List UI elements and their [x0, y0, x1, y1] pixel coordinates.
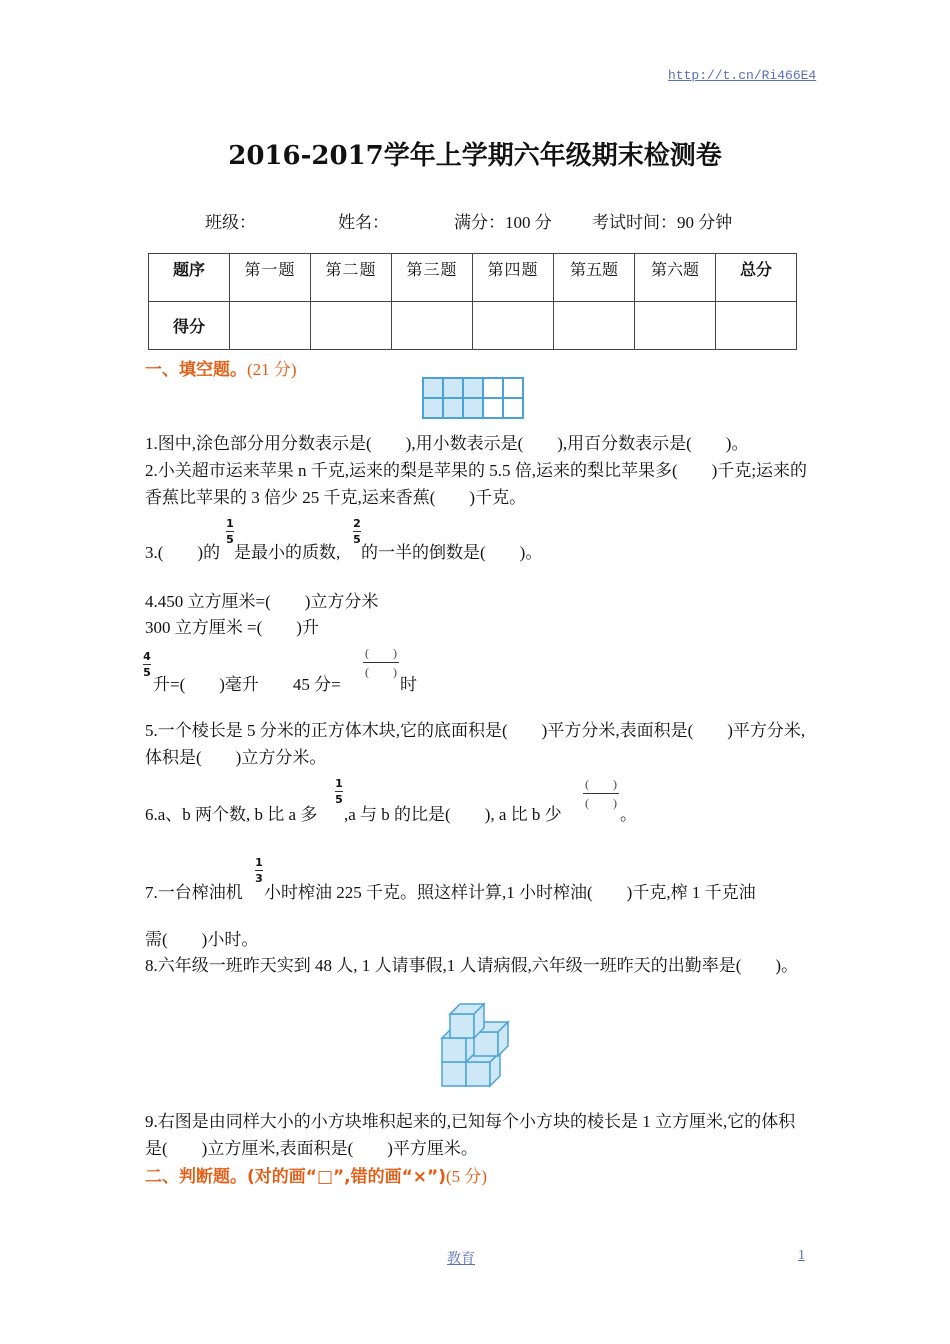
full-score: 满分：100 分	[454, 213, 552, 232]
score-table	[148, 253, 797, 350]
score-cell[interactable]	[635, 302, 716, 350]
question-2: 2.小关超市运来苹果 n 千克,运来的梨是苹果的 5.5 倍,运来的梨比苹果多( )千克;运来的香蕉比苹果的 3 倍少 25 千克,运来香蕉( )千克。	[145, 461, 808, 507]
fraction-numerator: 2	[353, 517, 361, 530]
question-6-c: 。	[620, 805, 637, 824]
question-3-b: 是最小的质数,	[234, 543, 341, 562]
section2-title: 二、判断题。(对的画“□”,错的画“×”)(5 分)	[145, 1167, 488, 1187]
question-3-a: 3.( )的	[145, 543, 221, 562]
score-cell[interactable]	[392, 302, 473, 350]
question-4-line3b: 时	[400, 675, 417, 694]
fraction-numerator: 1	[335, 777, 343, 790]
score-cell[interactable]	[716, 302, 797, 350]
section1-title: 一、填空题。(21 分)	[145, 360, 297, 380]
fraction-denominator: 3	[255, 872, 263, 885]
blank-fraction[interactable]	[583, 778, 619, 809]
page-number: 1	[798, 1248, 805, 1263]
cube-face	[442, 1062, 466, 1086]
blank-denominator[interactable]: ( )	[585, 796, 617, 810]
exam-time: 考试时间：90 分钟	[592, 213, 733, 232]
fraction-numerator: 4	[143, 650, 151, 663]
score-table-header-row	[149, 254, 797, 302]
score-header-cell: 第三题	[392, 254, 473, 302]
question-6-b: ,a 与 b 的比是( ), a 比 b 少	[344, 805, 562, 824]
header-link[interactable]: http://t.cn/Ri466E4	[668, 68, 817, 83]
question-3-c: 的一半的倒数是( )。	[361, 543, 543, 562]
fraction-bar	[143, 664, 151, 665]
score-cell[interactable]	[230, 302, 311, 350]
page-title: 2016-2017学年上学期六年级期末检测卷	[228, 141, 722, 171]
score-cell[interactable]	[473, 302, 554, 350]
fraction-bar	[255, 870, 263, 871]
fraction-bar	[353, 531, 361, 532]
question-7-a: 7.一台榨油机	[145, 883, 243, 902]
fraction-numerator: 1	[226, 517, 234, 530]
score-table-score-row	[149, 302, 797, 350]
fraction-numerator: 1	[255, 856, 263, 869]
score-header-cell: 第六题	[635, 254, 716, 302]
grid-cell	[443, 378, 463, 398]
class-label: 班级：	[205, 213, 256, 232]
question-4-line2: 300 立方厘米 =( )升	[145, 618, 319, 637]
score-header-cell: 第二题	[311, 254, 392, 302]
grid-cell	[443, 398, 463, 418]
blank-denominator[interactable]: ( )	[365, 665, 397, 679]
blank-numerator[interactable]: ( )	[585, 777, 617, 791]
score-header-cell: 第五题	[554, 254, 635, 302]
footer-text[interactable]: 教育	[447, 1252, 475, 1267]
fraction-bar	[226, 531, 234, 532]
grid-cell	[503, 378, 523, 398]
grid-cell	[423, 378, 443, 398]
score-header-cell: 总分	[716, 254, 797, 302]
grid-cell	[483, 398, 503, 418]
cube-face	[466, 1062, 490, 1086]
fraction-bar	[335, 791, 343, 792]
grid-cell	[483, 378, 503, 398]
shaded-grid-figure	[421, 376, 529, 422]
fraction-denominator: 5	[226, 533, 234, 546]
question-1: 1.图中,涂色部分用分数表示是( ),用小数表示是( ),用百分数表示是( )。	[145, 434, 749, 453]
blank-numerator[interactable]: ( )	[365, 646, 397, 660]
question-9: 9.右图是由同样大小的小方块堆积起来的,已知每个小方块的棱长是 1 立方厘米,它的体积是( )立方厘米,表面积是( )平方厘米。	[145, 1112, 796, 1158]
fraction-denominator: 5	[335, 793, 343, 806]
blank-fraction[interactable]	[363, 647, 399, 678]
score-header-cell: 第四题	[473, 254, 554, 302]
fraction-denominator: 5	[353, 533, 361, 546]
question-5: 5.一个棱长是 5 分米的正方体木块,它的底面积是( )平方分米,表面积是( )平方分米,体积是( )立方分米。	[145, 721, 806, 767]
score-header-cell: 题序	[149, 254, 230, 302]
cube-face	[442, 1038, 466, 1062]
question-4-line1: 4.450 立方厘米=( )立方分米	[145, 592, 379, 611]
grid-cell	[503, 398, 523, 418]
fraction-bar	[363, 662, 399, 663]
fraction-bar	[583, 793, 619, 794]
question-7-b: 小时榨油 225 千克。照这样计算,1 小时榨油( )千克,榨 1 千克油	[264, 883, 756, 902]
grid-cell	[463, 378, 483, 398]
fraction-denominator: 5	[143, 666, 151, 679]
question-7-c: 需( )小时。	[145, 930, 259, 949]
question-4-line3a: 升=( )毫升 45 分=	[153, 675, 341, 694]
score-cell[interactable]	[311, 302, 392, 350]
question-8: 8.六年级一班昨天实到 48 人, 1 人请事假,1 人请病假,六年级一班昨天的出勤率是( )。	[145, 956, 799, 975]
cube-face	[450, 1014, 474, 1038]
score-row-label: 得分	[149, 302, 230, 350]
grid-cell	[423, 398, 443, 418]
score-cell[interactable]	[554, 302, 635, 350]
question-6-a: 6.a、b 两个数, b 比 a 多	[145, 805, 318, 824]
name-label: 姓名：	[338, 213, 389, 232]
grid-cell	[463, 398, 483, 418]
score-header-cell: 第一题	[230, 254, 311, 302]
cube-stack-figure	[438, 1000, 514, 1092]
cube-face	[474, 1032, 498, 1056]
